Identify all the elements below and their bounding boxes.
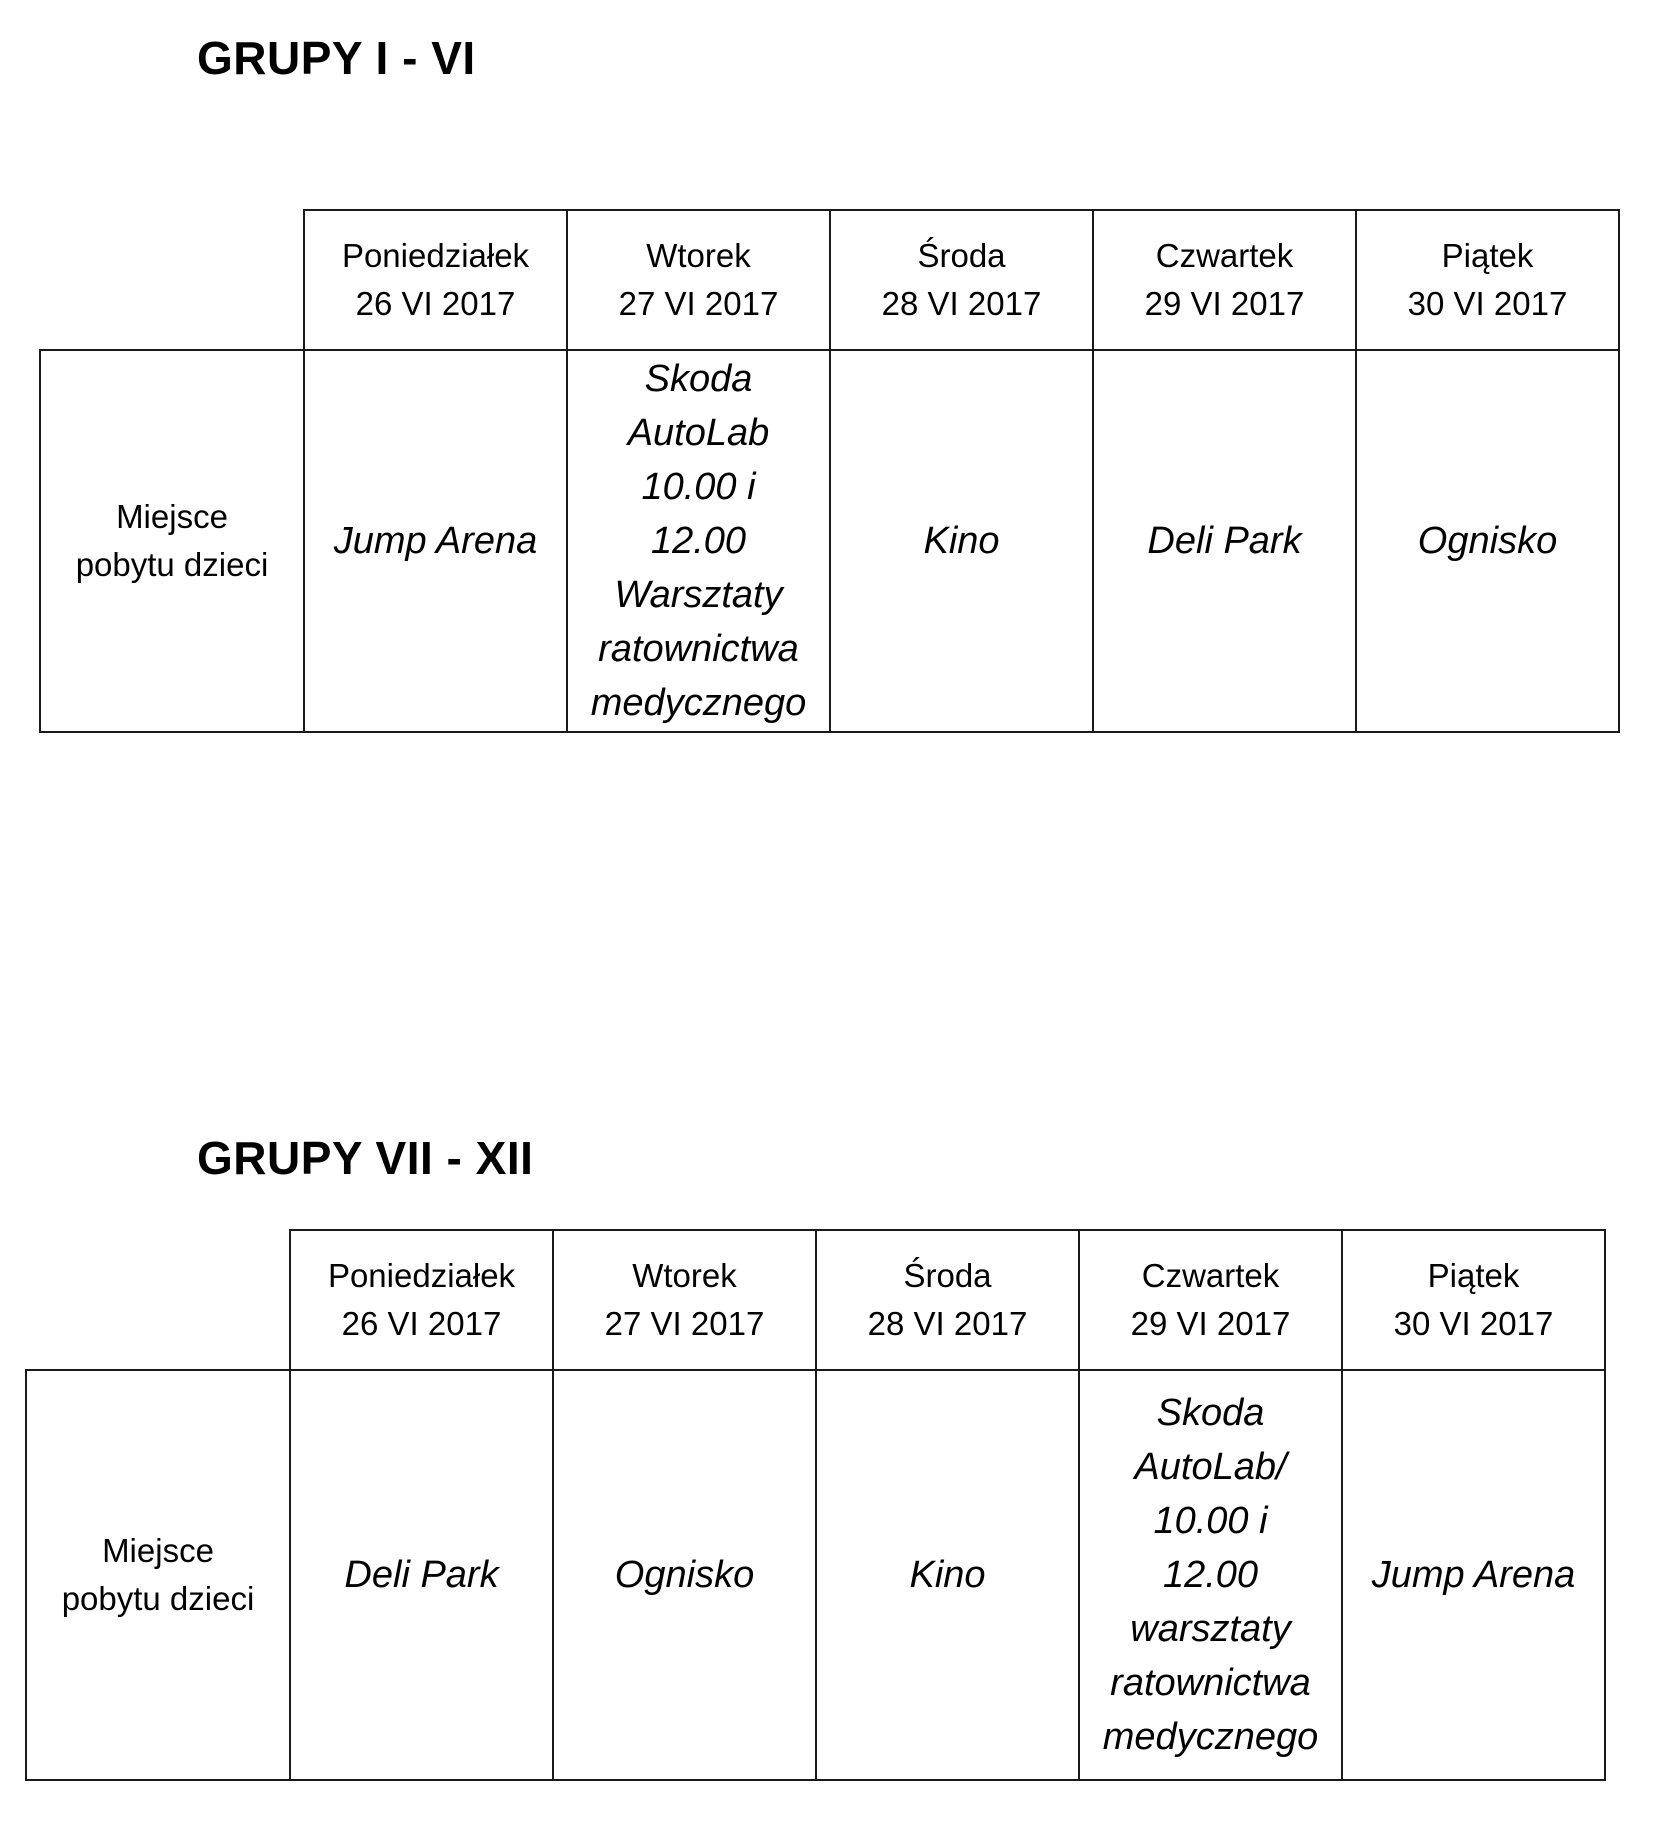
table-row — [26, 1370, 1605, 1780]
section-heading: GRUPY I - VI — [197, 32, 476, 84]
activity-cell: Kino — [830, 350, 1093, 732]
day-name: Środa — [917, 237, 1006, 274]
day-date: 27 VI 2017 — [604, 1305, 765, 1342]
activity-cell: Skoda AutoLab 10.00 i 12.00 Warsztaty ratownictwa medycznego — [567, 350, 830, 732]
empty-corner-cell — [40, 210, 304, 350]
day-name: Wtorek — [632, 1257, 737, 1294]
day-header-cell — [1093, 210, 1356, 350]
activity-cell: Jump Arena — [1342, 1370, 1605, 1780]
day-date: 28 VI 2017 — [867, 1305, 1028, 1342]
schedule-table — [39, 209, 1620, 733]
day-date: 30 VI 2017 — [1393, 1305, 1554, 1342]
activity-cell: Jump Arena — [304, 350, 567, 732]
day-name: Piątek — [1441, 237, 1534, 274]
day-header-cell — [816, 1230, 1079, 1370]
day-date: 30 VI 2017 — [1407, 285, 1568, 322]
day-date: 29 VI 2017 — [1144, 285, 1305, 322]
table-row — [40, 350, 1619, 732]
table-header-row — [40, 210, 1619, 350]
day-header-cell — [304, 210, 567, 350]
day-date: 28 VI 2017 — [881, 285, 1042, 322]
day-name: Środa — [903, 1257, 992, 1294]
row-label-cell: Miejsce pobytu dzieci — [26, 1370, 290, 1780]
day-name: Wtorek — [646, 237, 751, 274]
table-header-row — [26, 1230, 1605, 1370]
day-date: 26 VI 2017 — [341, 1305, 502, 1342]
activity-cell: Deli Park — [1093, 350, 1356, 732]
activity-cell: Skoda AutoLab/ 10.00 i 12.00 warsztaty ratownictwa medycznego — [1079, 1370, 1342, 1780]
day-name: Czwartek — [1155, 237, 1294, 274]
day-header-cell — [553, 1230, 816, 1370]
activity-cell: Kino — [816, 1370, 1079, 1780]
activity-cell: Ognisko — [1356, 350, 1619, 732]
day-name: Czwartek — [1141, 1257, 1280, 1294]
day-name: Poniedziałek — [327, 1257, 516, 1294]
section-heading: GRUPY VII - XII — [197, 1132, 534, 1184]
day-header-cell — [1342, 1230, 1605, 1370]
activity-cell: Ognisko — [553, 1370, 816, 1780]
day-header-cell — [830, 210, 1093, 350]
day-header-cell — [290, 1230, 553, 1370]
day-date: 26 VI 2017 — [355, 285, 516, 322]
day-date: 29 VI 2017 — [1130, 1305, 1291, 1342]
empty-corner-cell — [26, 1230, 290, 1370]
day-header-cell — [1079, 1230, 1342, 1370]
day-name: Poniedziałek — [341, 237, 530, 274]
day-header-cell — [1356, 210, 1619, 350]
day-header-cell — [567, 210, 830, 350]
activity-cell: Deli Park — [290, 1370, 553, 1780]
day-name: Piątek — [1427, 1257, 1520, 1294]
row-label-cell: Miejsce pobytu dzieci — [40, 350, 304, 732]
day-date: 27 VI 2017 — [618, 285, 779, 322]
schedule-table — [25, 1229, 1606, 1781]
